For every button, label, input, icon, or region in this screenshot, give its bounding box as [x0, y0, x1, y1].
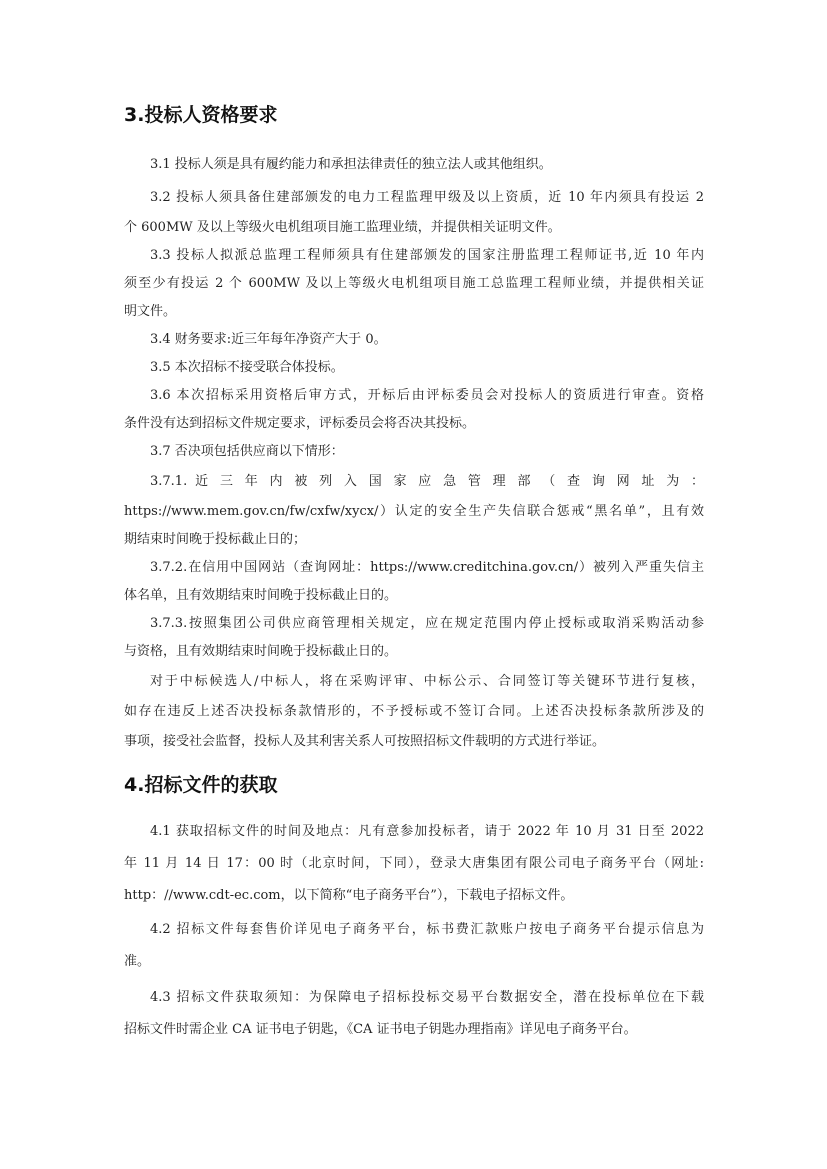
clause-4-1-line-2: 年 11 月 14 日 17：00 时（北京时间，下同），登录大唐集团有限公司电子商务平台（网址: — [124, 856, 704, 871]
clause-3-3-line-1: 3.3 投标人拟派总监理工程师须具有住建部颁发的国家注册监理工程师证书,近 10 年内 — [150, 248, 704, 263]
clause-3-7-1-line-2: https://www.mem.gov.cn/fw/cxfw/xycx/）认定的安全生产失信联合惩戒“黑名单”，且有效 — [124, 504, 704, 519]
clause-3-1: 3.1 投标人须是具有履约能力和承担法律责任的独立法人或其他组织。 — [150, 157, 552, 172]
clause-3-7-1-line-3: 期结束时间晚于投标截止日的； — [124, 532, 307, 547]
clause-3-3-line-2: 须至少有投运 2 个 600MW 及以上等级火电机组项目施工总监理工程师业绩，并提供相关证 — [124, 276, 704, 291]
review-paragraph-line-1: 对于中标候选人/中标人，将在采购评审、中标公示、合同签订等关键环节进行复核， — [150, 674, 704, 689]
clause-4-3-line-1: 4.3 招标文件获取须知：为保障电子招标投标交易平台数据安全，潜在投标单位在下载 — [150, 990, 704, 1005]
clause-4-1-line-3: http：//www.cdt-ec.com，以下简称“电子商务平台”），下载电子招标文件。 — [124, 888, 574, 903]
clause-3-7-1-line-1: 3.7.1. 近 三 年 内 被 列 入 国 家 应 急 管 理 部 （ 查 询 网 址 为 ： — [150, 474, 704, 489]
section-4-title: 4.招标文件的获取 — [124, 774, 278, 796]
clause-3-7-3-line-1: 3.7.3.按照集团公司供应商管理相关规定，应在规定范围内停止授标或取消采购活动参 — [150, 616, 704, 631]
clause-4-2-line-2: 准。 — [124, 954, 151, 969]
clause-3-4: 3.4 财务要求:近三年每年净资产大于 0。 — [150, 332, 387, 347]
review-paragraph-line-3: 事项，接受社会监督，投标人及其利害关系人可按照招标文件载明的方式进行举证。 — [124, 734, 606, 749]
clause-4-3-line-2: 招标文件时需企业 CA 证书电子钥匙，《CA 证书电子钥匙办理指南》详见电子商务平台。 — [124, 1022, 637, 1037]
clause-3-7: 3.7 否决项包括供应商以下情形： — [150, 444, 344, 459]
review-paragraph-line-2: 如存在违反上述否决投标条款情形的，不予授标或不签订合同。上述否决投标条款所涉及的 — [124, 704, 704, 719]
clause-4-1-line-1: 4.1 获取招标文件的时间及地点：凡有意参加投标者，请于 2022 年 10 月 31 日至 2022 — [150, 824, 704, 839]
clause-3-2-line-2: 个 600MW 及以上等级火电机组项目施工监理业绩，并提供相关证明文件。 — [124, 220, 561, 235]
clause-3-7-2-line-2: 体名单，且有效期结束时间晚于投标截止日的。 — [124, 588, 398, 603]
section-3-title: 3.投标人资格要求 — [124, 104, 278, 126]
clause-3-3-line-3: 明文件。 — [124, 304, 177, 319]
clause-3-2-line-1: 3.2 投标人须具备住建部颁发的电力工程监理甲级及以上资质，近 10 年内须具有投运 2 — [150, 190, 704, 205]
clause-3-5: 3.5 本次招标不接受联合体投标。 — [150, 360, 344, 375]
clause-3-6-line-1: 3.6 本次招标采用资格后审方式，开标后由评标委员会对投标人的资质进行审查。资格 — [150, 388, 704, 403]
clause-3-7-3-line-2: 与资格，且有效期结束时间晚于投标截止日的。 — [124, 644, 398, 659]
clause-4-2-line-1: 4.2 招标文件每套售价详见电子商务平台，标书费汇款账户按电子商务平台提示信息为 — [150, 922, 704, 937]
clause-3-7-2-line-1: 3.7.2.在信用中国网站（查询网址：https://www.creditchina.gov.cn/）被列入严重失信主 — [150, 560, 704, 575]
clause-3-6-line-2: 条件没有达到招标文件规定要求，评标委员会将否决其投标。 — [124, 416, 476, 431]
